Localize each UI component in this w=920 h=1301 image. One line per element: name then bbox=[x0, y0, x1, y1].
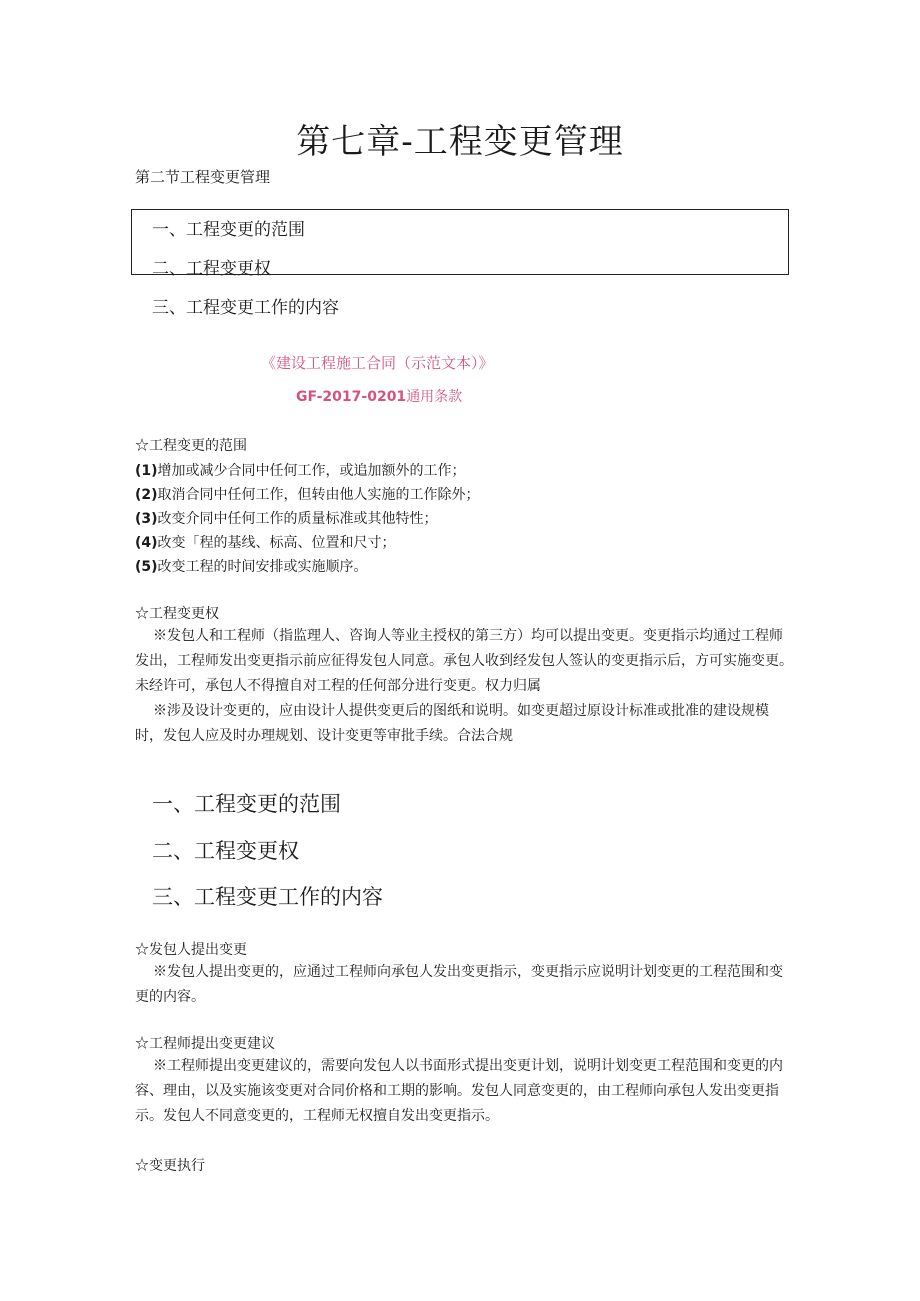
scope-item-number: (1) bbox=[135, 463, 158, 479]
employer-heading: ☆发包人提出变更 bbox=[135, 942, 247, 958]
exec-heading: ☆变更执行 bbox=[135, 1158, 205, 1174]
contract-name: 《建设工程施工合同（示范文本）》 bbox=[261, 354, 494, 372]
scope-item-text: 取消合同中任何工作，但转由他人实施的工作除外； bbox=[157, 487, 480, 503]
employer-paragraph: ※发包人提出变更的，应通过工程师向承包人发出变更指示，变更指示应说明计划变更的工程范围和变更的内容。 bbox=[135, 964, 783, 1005]
toc-item-content: 三、工程变更工作的内容 bbox=[152, 298, 339, 318]
toc-item-scope: 一、工程变更的范围 bbox=[152, 220, 305, 240]
toc2-item-right: 二、工程变更权 bbox=[152, 839, 299, 863]
section-heading: 第二节工程变更管理 bbox=[135, 168, 271, 186]
right-paragraph-2: ※涉及设计变更的，应由设计人提供变更后的图纸和说明。如变更超过原设计标准或批准的建设规模时，发包人应及时办理规划、设计变更等审批手续。合法合规 bbox=[135, 703, 769, 744]
scope-item-text: 改变「程的基线、标高、位置和尺寸； bbox=[157, 535, 396, 551]
page-title: 第七章-工程变更管理 bbox=[296, 122, 624, 162]
engineer-heading: ☆工程师提出变更建议 bbox=[135, 1036, 275, 1052]
scope-item-4 bbox=[135, 532, 396, 552]
scope-item-text: 改变介同中任何工作的质量标准或其他特性； bbox=[157, 511, 438, 527]
scope-item-number: (2) bbox=[135, 487, 158, 503]
toc-item-right: 二、工程变更权 bbox=[152, 259, 271, 279]
scope-item-number: (5) bbox=[135, 559, 158, 575]
scope-item-number: (4) bbox=[135, 535, 158, 551]
scope-item-1 bbox=[135, 460, 466, 480]
contract-code-line bbox=[296, 386, 462, 406]
scope-item-number: (3) bbox=[135, 511, 158, 527]
scope-heading: ☆工程变更的范围 bbox=[135, 438, 247, 454]
toc2-item-scope: 一、工程变更的范围 bbox=[152, 792, 341, 816]
scope-item-text: 增加或减少合同中任何工作，或追加额外的工作； bbox=[157, 463, 466, 479]
scope-item-3 bbox=[135, 508, 438, 528]
right-heading: ☆工程变更权 bbox=[135, 606, 219, 622]
scope-item-5 bbox=[135, 556, 368, 576]
right-paragraph-1: ※发包人和工程师（指监理人、咨询人等业主授权的第三方）均可以提出变更。变更指示均通过工程师发出，工程师发出变更指示前应征得发包人同意。承包人收到经发包人签认的变更指示后，方可实施变更。未经许可，承包人不得擅自对工程的任何部分进行变更。权力归属 bbox=[135, 628, 793, 694]
contract-code: GF-2017-0201 bbox=[296, 389, 407, 405]
scope-item-text: 改变工程的时间安排或实施顺序。 bbox=[157, 559, 368, 575]
contract-suffix: 通用条款 bbox=[406, 389, 463, 405]
toc2-item-content: 三、工程变更工作的内容 bbox=[152, 885, 383, 909]
engineer-paragraph: ※工程师提出变更建议的，需要向发包人以书面形式提出变更计划，说明计划变更工程范围和变更的内容、理由，以及实施该变更对合同价格和工期的影响。发包人同意变更的，由工程师向承包人发出变更指示。发包人不同意变更的，工程师无权擅自发出变更指示。 bbox=[135, 1058, 783, 1124]
scope-item-2 bbox=[135, 484, 480, 504]
